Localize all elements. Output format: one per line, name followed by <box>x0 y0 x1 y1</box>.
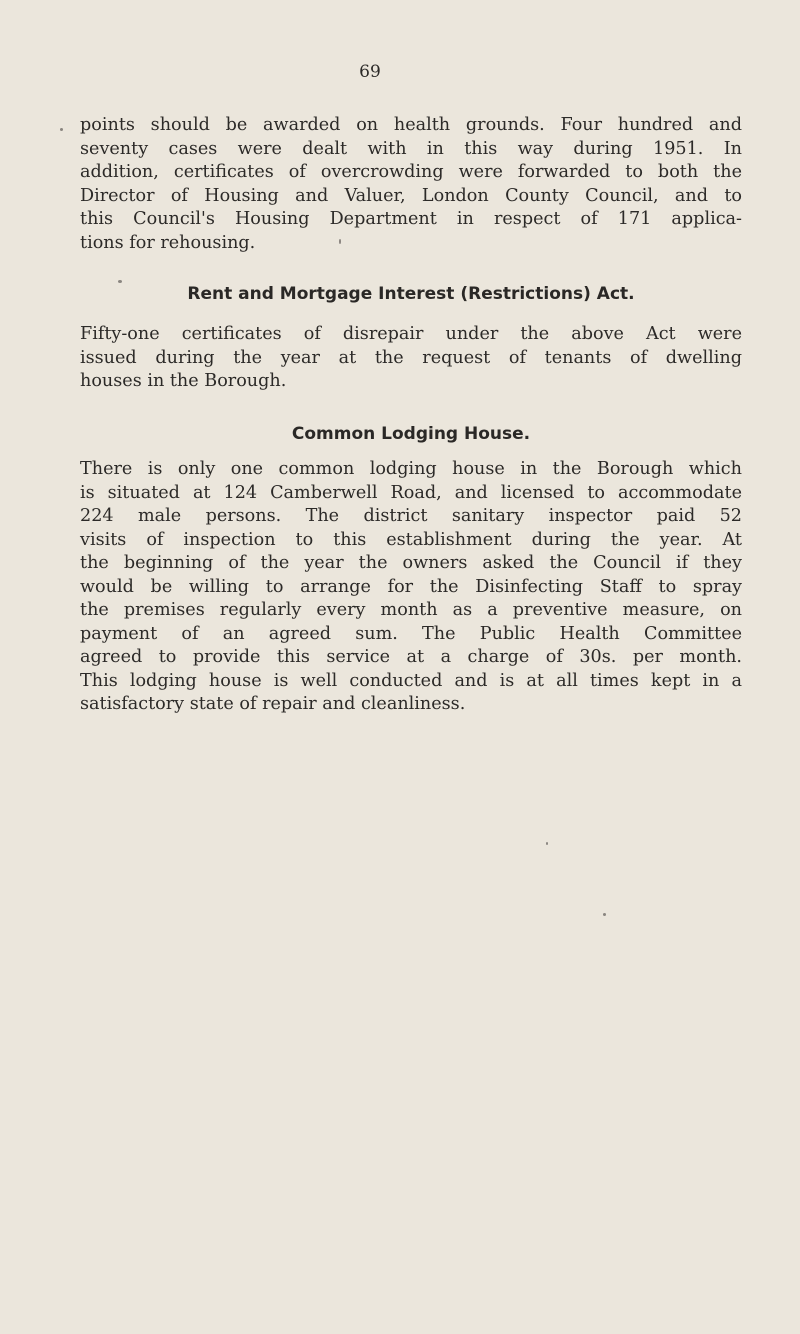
paragraph-line: Fifty-one certificates of disrepair under the above Act were <box>80 324 742 344</box>
paragraph-line: is situated at 124 Camberwell Road, and licensed to accommodate <box>80 482 742 503</box>
paragraph-line: There is only one common lodging house in the Borough which <box>80 459 742 479</box>
paragraph-line: seventy cases were dealt with in this way during 1951. In <box>80 138 742 159</box>
paper-speck <box>339 239 341 244</box>
paragraph-line: would be willing to arrange for the Disinfecting Staff to spray <box>80 576 742 597</box>
paper-speck <box>603 913 606 916</box>
paragraph-line: this Council's Housing Department in respect of 171 applica- <box>80 209 742 229</box>
intro-paragraph <box>80 114 742 255</box>
paragraph-line: This lodging house is well conducted and is at all times kept in a <box>80 670 742 691</box>
paragraph-line: visits of inspection to this establishment during the year. At <box>80 529 742 550</box>
section-heading-rent-act: Rent and Mortgage Interest (Restrictions) Act. <box>187 284 635 304</box>
paragraph-line: points should be awarded on health grounds. Four hundred and <box>80 115 742 135</box>
paper-speck <box>546 842 548 845</box>
paper-speck <box>118 280 122 283</box>
page-number: 69 <box>359 62 381 82</box>
section-heading-lodging-house: Common Lodging House. <box>291 424 531 444</box>
paragraph-line: houses in the Borough. <box>80 371 287 391</box>
paragraph-line: Director of Housing and Valuer, London County Council, and to <box>80 185 742 206</box>
paragraph-line: the beginning of the year the owners asked the Council if they <box>80 553 742 573</box>
rent-act-paragraph <box>80 323 742 394</box>
lodging-house-paragraph <box>80 458 742 717</box>
paragraph-line: tions for rehousing. <box>80 232 256 253</box>
paragraph-line: the premises regularly every month as a preventive measure, on <box>80 600 742 620</box>
paragraph-line: payment of an agreed sum. The Public Health Committee <box>80 623 742 644</box>
paragraph-line: addition, certificates of overcrowding were forwarded to both the <box>80 162 742 182</box>
paragraph-line: issued during the year at the request of tenants of dwelling <box>80 347 742 368</box>
paragraph-line: agreed to provide this service at a charge of 30s. per month. <box>80 647 742 667</box>
paper-speck <box>60 128 63 131</box>
paragraph-line: satisfactory state of repair and cleanliness. <box>80 694 466 714</box>
paragraph-line: 224 male persons. The district sanitary inspector paid 52 <box>80 506 742 526</box>
